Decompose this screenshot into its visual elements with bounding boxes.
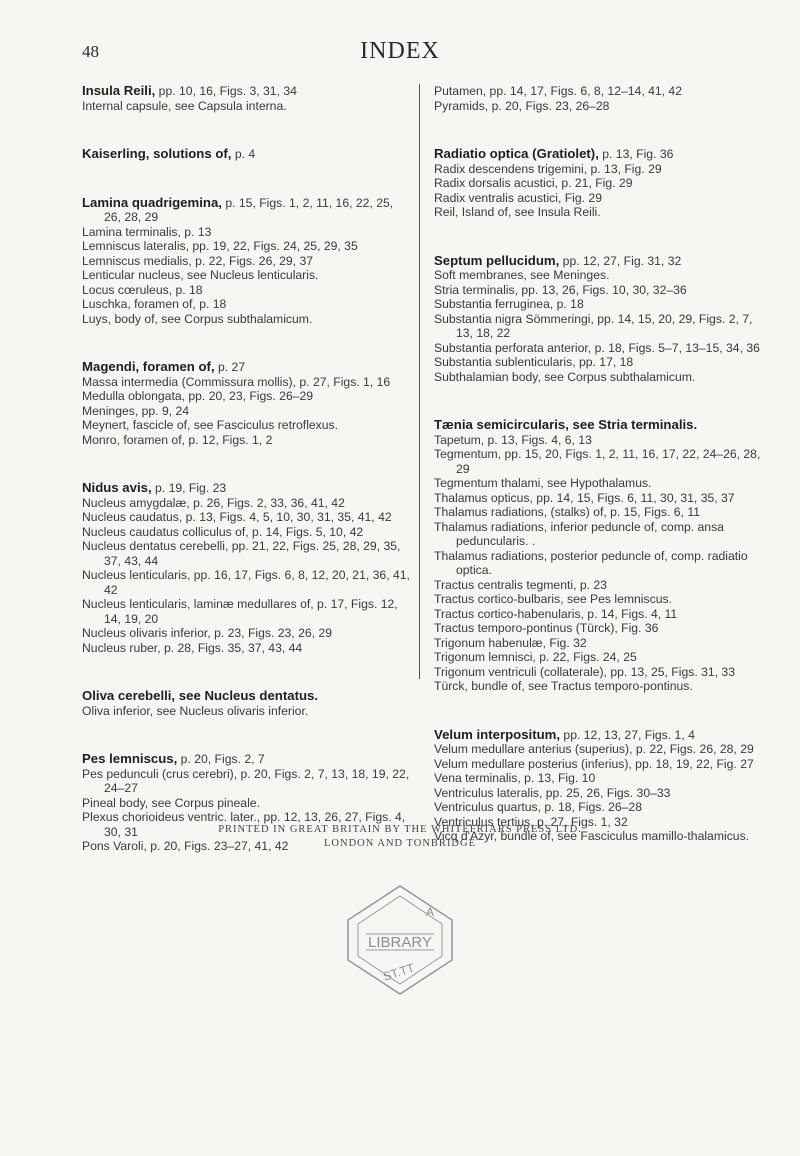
index-entry: Nucleus caudatus colliculus of, p. 14, Figs. 5, 10, 42: [82, 524, 364, 539]
index-heading-entry: [434, 728, 764, 743]
index-entry: Ventriculus lateralis, pp. 25, 26, Figs. 30–33: [434, 785, 671, 800]
index-entry: Pons Varoli, p. 20, Figs. 23–27, 41, 42: [82, 839, 289, 853]
index-heading-refs: pp. 10, 16, Figs. 3, 31, 34: [155, 84, 297, 98]
index-entry: Nucleus caudatus, p. 13, Figs. 4, 5, 10, 30, 31, 35, 41, 42: [82, 510, 392, 524]
index-entry: Oliva inferior, see Nucleus olivaris inferior.: [82, 703, 309, 718]
index-entry: Nucleus dentatus cerebelli, pp. 21, 22, Figs. 25, 28, 29, 35, 37, 43, 44: [82, 539, 401, 568]
page-header: [0, 38, 800, 68]
running-title: INDEX: [360, 38, 440, 64]
index-entry: Luschka, foramen of, p. 18: [82, 297, 227, 311]
index-entry: Lenticular nucleus, see Nucleus lenticularis.: [82, 268, 319, 282]
index-entry: Velum medullare anterius (superius), p. 22, Figs. 26, 28, 29: [434, 742, 754, 756]
index-entry: Meninges, pp. 9, 24: [82, 403, 190, 418]
index-heading-refs: p. 27: [214, 360, 246, 374]
index-heading-term: Pes lemniscus,: [82, 751, 178, 766]
index-entry: Vena terminalis, p. 13, Fig. 10: [434, 771, 596, 785]
index-entry: Substantia sublenticularis, pp. 17, 18: [434, 355, 634, 369]
index-heading-refs: p. 13, Fig. 36: [598, 147, 674, 161]
index-heading-term: Nidus avis,: [82, 480, 152, 495]
index-heading-entry: [82, 196, 412, 225]
index-group: [434, 418, 764, 694]
index-entry: Velum medullare posterius (inferius), pp. 18, 19, 22, Fig. 27: [434, 756, 754, 771]
index-entry: Thalamus opticus, pp. 14, 15, Figs. 6, 11, 30, 31, 35, 37: [434, 490, 735, 505]
stamp-bottom-text: ST.TT: [381, 960, 417, 984]
index-heading-refs: p. 4: [231, 147, 256, 161]
index-group: [82, 360, 412, 447]
index-heading-entry: [82, 481, 412, 496]
index-entry: Pes pedunculi (crus cerebri), p. 20, Figs. 2, 7, 13, 18, 19, 22, 24–27: [82, 766, 410, 795]
index-heading-entry: [434, 254, 764, 269]
index-heading-entry: [434, 147, 764, 162]
index-heading-refs: pp. 12, 13, 27, Figs. 1, 4: [560, 727, 695, 742]
index-entry: Thalamus radiations, inferior peduncle of, comp. ansa peduncularis. .: [434, 519, 724, 548]
index-heading-refs: p. 20, Figs. 2, 7: [177, 752, 265, 766]
index-entry: Reil, Island of, see Insula Reili.: [434, 205, 601, 219]
index-entry: Nucleus amygdalæ, p. 26, Figs. 2, 33, 36, 41, 42: [82, 495, 345, 510]
index-entry: Soft membranes, see Meninges.: [434, 268, 610, 282]
index-entry: Nucleus ruber, p. 28, Figs. 35, 37, 43, 44: [82, 640, 303, 655]
index-entry: Substantia ferruginea, p. 18: [434, 297, 584, 311]
page-number: 48: [82, 42, 99, 61]
index-heading-entry: [82, 689, 412, 704]
index-entry: Radix dorsalis acustici, p. 21, Fig. 29: [434, 176, 633, 190]
index-heading-entry: [434, 418, 764, 433]
index-heading-term: Septum pellucidum,: [434, 252, 560, 268]
index-entry: Tapetum, p. 13, Figs. 4, 6, 13: [434, 432, 592, 447]
index-heading-term: Oliva cerebelli,: [82, 688, 176, 703]
index-entry: Nucleus lenticularis, pp. 16, 17, Figs. 6, 8, 12, 20, 21, 36, 41, 42: [82, 568, 410, 597]
index-heading-refs: p. 15, Figs. 1, 2, 11, 16, 22, 25, 26, 28, 29: [104, 195, 394, 224]
column-divider: [419, 84, 420, 679]
index-entry: Massa intermedia (Commissura mollis), p. 27, Figs. 1, 16: [82, 374, 391, 389]
index-entry: Türck, bundle of, see Tractus temporo-pontinus.: [434, 679, 693, 693]
index-entry: Nucleus olivaris inferior, p. 23, Figs. 23, 26, 29: [82, 626, 332, 640]
index-entry: Monro, foramen of, p. 12, Figs. 1, 2: [82, 432, 273, 447]
index-entry: Tegmentum, pp. 15, 20, Figs. 1, 2, 11, 16, 17, 22, 24–26, 28, 29: [434, 447, 761, 476]
printer-imprint: PRINTED IN GREAT BRITAIN BY THE WHITEFRIARS PRESS LTD.: [218, 824, 582, 835]
index-column-left: [82, 84, 412, 888]
index-entry: Trigonum habenulæ, Fig. 32: [434, 635, 587, 650]
index-entry: Ventriculus quartus, p. 18, Figs. 26–28: [434, 800, 642, 814]
index-entry: Luys, body of, see Corpus subthalamicum.: [82, 311, 313, 326]
index-entry: Meynert, fascicle of, see Fasciculus retroflexus.: [82, 418, 339, 432]
index-entry: Ventriculus tertius, p. 27, Figs. 1, 32: [434, 814, 628, 829]
index-entry: Plexus chorioideus ventric. later., pp. 12, 13, 26, 27, Figs. 4, 30, 31: [82, 810, 406, 839]
index-entry: Pyramids, p. 20, Figs. 23, 26–28: [434, 98, 610, 113]
index-entry: Stria terminalis, pp. 13, 26, Figs. 10, 30, 32–36: [434, 282, 687, 297]
index-entry: Subthalamian body, see Corpus subthalamicum.: [434, 369, 696, 384]
printer-location: LONDON AND TONBRIDGE: [323, 838, 477, 849]
index-heading-term: Insula Reili,: [82, 83, 156, 98]
index-group: [82, 147, 412, 162]
index-entry: Internal capsule, see Capsula interna.: [82, 98, 287, 113]
index-entry: Tegmentum thalami, see Hypothalamus.: [434, 476, 652, 490]
stamp-top-letter: A: [426, 905, 435, 919]
index-heading-entry: [82, 147, 412, 162]
index-column-right: [434, 84, 764, 878]
index-group: [434, 84, 764, 113]
index-heading-term: Radiatio optica (Gratiolet),: [434, 146, 599, 161]
index-entry: Tractus cortico-bulbaris, see Pes lemniscus.: [434, 592, 672, 606]
index-heading-term: Kaiserling, solutions of,: [82, 146, 232, 161]
library-stamp-icon: [340, 880, 460, 1000]
index-heading-refs: p. 19, Fig. 23: [151, 481, 227, 495]
index-group: [434, 147, 764, 220]
index-entry: Putamen, pp. 14, 17, Figs. 6, 8, 12–14, 41, 42: [434, 84, 682, 98]
index-heading-entry: [82, 84, 412, 99]
index-heading-term: Tænia semicircularis,: [434, 417, 569, 432]
stamp-label: LIBRARY: [368, 934, 432, 951]
index-entry: Lamina terminalis, p. 13: [82, 224, 212, 239]
index-heading-entry: [82, 752, 412, 767]
index-group: [82, 196, 412, 327]
index-group: [434, 254, 764, 385]
index-entry: Pineal body, see Corpus pineale.: [82, 795, 260, 810]
index-entry: Substantia nigra Sömmeringi, pp. 14, 15, 20, 29, Figs. 2, 7, 13, 18, 22: [434, 311, 753, 340]
index-entry: Thalamus radiations, (stalks) of, p. 15, Figs. 6, 11: [434, 505, 700, 519]
index-entry: Lemniscus medialis, p. 22, Figs. 26, 29, 37: [82, 253, 314, 268]
index-entry: Trigonum lemnisci, p. 22, Figs. 24, 25: [434, 650, 637, 664]
index-entry: Tractus temporo-pontinus (Türck), Fig. 36: [434, 621, 659, 635]
index-group: [82, 481, 412, 655]
index-heading-term: Lamina quadrigemina,: [82, 194, 222, 210]
index-heading-term: Magendi, foramen of,: [82, 359, 215, 374]
index-entry: Substantia perforata anterior, p. 18, Figs. 5–7, 13–15, 34, 36: [434, 340, 760, 355]
index-entry: Trigonum ventriculi (collaterale), pp. 13, 25, Figs. 31, 33: [434, 664, 735, 679]
index-entry: Medulla oblongata, pp. 20, 23, Figs. 26–29: [82, 389, 314, 403]
index-entry: Lemniscus lateralis, pp. 19, 22, Figs. 24, 25, 29, 35: [82, 239, 358, 253]
index-entry: Nucleus lenticularis, laminæ medullares of, p. 17, Figs. 12, 14, 19, 20: [82, 597, 398, 626]
index-group: [82, 689, 412, 718]
index-heading-term: Velum interpositum,: [434, 726, 561, 742]
index-entry: Radix ventralis acustici, Fig. 29: [434, 190, 602, 205]
index-entry: Thalamus radiations, posterior peduncle of, comp. radiatio optica.: [434, 548, 748, 577]
index-heading-refs: see Stria terminalis.: [568, 417, 698, 432]
index-heading-refs: pp. 12, 27, Fig. 31, 32: [559, 253, 682, 268]
index-entry: Tractus cortico-habenularis, p. 14, Figs. 4, 11: [434, 606, 678, 621]
index-entry: Radix descendens trigemini, p. 13, Fig. 29: [434, 161, 662, 176]
index-heading-refs: see Nucleus dentatus.: [175, 688, 319, 703]
index-entry: Locus cœruleus, p. 18: [82, 282, 203, 297]
index-group: [82, 84, 412, 113]
index-entry: Tractus centralis tegmenti, p. 23: [434, 577, 607, 592]
index-heading-entry: [82, 360, 412, 375]
index-entry: Vicq d'Azyr, bundle of, see Fasciculus mamillo-thalamicus.: [434, 829, 750, 843]
